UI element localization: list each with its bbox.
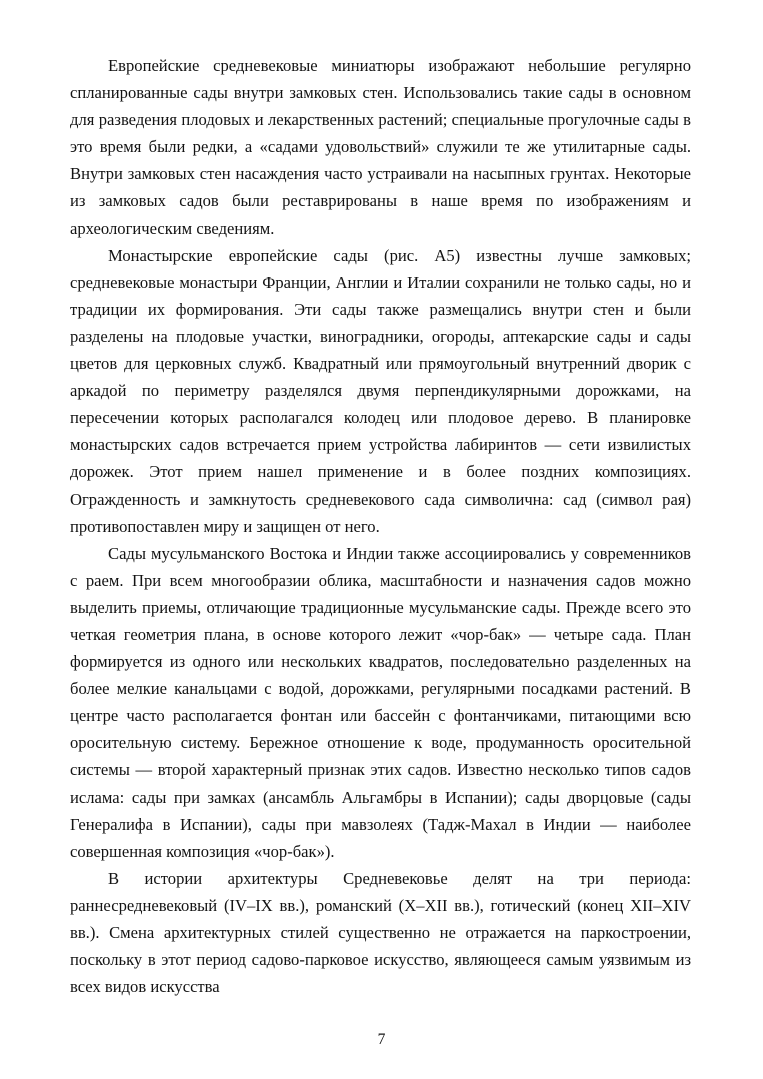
page-number: 7 — [377, 1031, 386, 1048]
paragraph: Сады мусульманского Востока и Индии также ассоциировались у современников с раем. При всем многообразии облика, масштабности и назначения садов можно выделить приемы, отличающие традиционные мусульманские сады. Прежде всего это четкая геометрия плана, в основе которого лежит «чор-бак» — четыре сада. План формируется из одного или нескольких квадратов, последовательно разделенных на более мелкие канальцами с водой, дорожками, регулярными посадками растений. В центре часто располагается фонтан или бассейн с фонтанчиками, питающими всю оросительную систему. Бережное отношение к воде, продуманность оросительной системы — второй характерный признак этих садов. Известно несколько типов садов ислама: сады при замках (ансамбль Альгамбры в Испании); сады дворцовые (сады Генералифа в Испании), сады при мавзолеях (Тадж-Махал в Индии — наиболее совершенная композиция «чор-бак»). — [70, 543, 691, 861]
paragraph: Монастырские европейские сады (рис. А5) известны лучше замковых; средневековые монастыри Франции, Англии и Италии сохранили не только сады, но и традиции их формирования. Эти сады также размещались внутри стен и были разделены на плодовые участки, виноградники, огороды, аптекарские сады и сады цветов для церковных служб. Квадратный или прямоугольный внутренний дворик с аркадой по периметру разделялся двумя перпендикулярными дорожками, на пересечении которых располагался колодец или плодовое дерево. В планировке монастырских садов встречается прием устройства лабиринтов — сети извилистых дорожек. Этот прием нашел применение и в более поздних композициях. Огражденность и замкнутость средневекового сада символична: сад (символ рая) противопоставлен миру и защищен от него. — [70, 245, 691, 536]
page-body — [70, 52, 691, 1000]
paragraph: В истории архитектуры Средневековье делят на три периода: раннесредневековый (IV–IX вв.), романский (X–XII вв.), готический (конец XII–XIV вв.). Смена архитектурных стилей существенно не отражается на паркостроении, поскольку в этот период садово-парковое искусство, являющееся самым уязвимым из всех видов искусства — [70, 868, 691, 997]
paragraph: Европейские средневековые миниатюры изображают небольшие регулярно спланированные сады внутри замковых стен. Использовались такие сады в основном для разведения плодовых и лекарственных растений; специальные прогулочные сады в это время были редки, а «садами удовольствий» служили те же утилитарные сады. Внутри замковых стен насаждения часто устраивали на насыпных грунтах. Некоторые из замковых садов были реставрированы в наше время по изображениям и археологическим сведениям. — [70, 56, 691, 238]
